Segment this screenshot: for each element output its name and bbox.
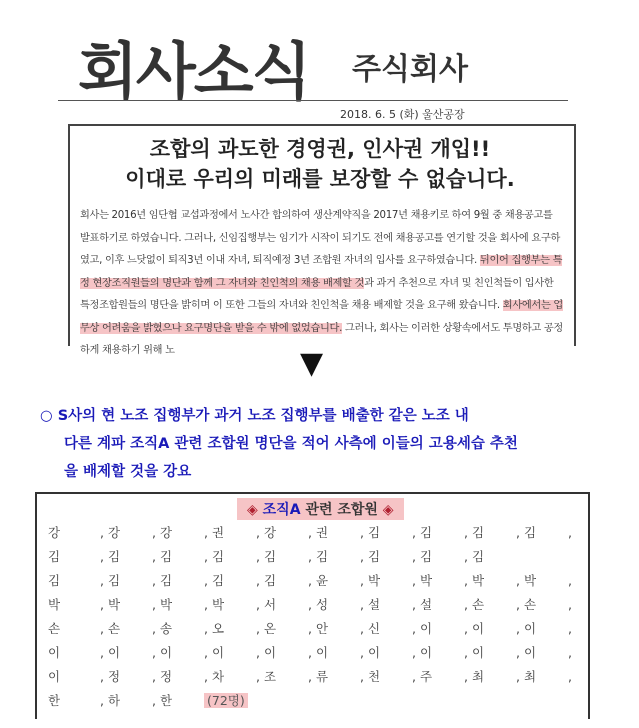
member-cell: , 김	[360, 525, 381, 540]
member-cell: , 박	[516, 573, 537, 588]
table-row	[48, 640, 588, 664]
member-cell: , 이	[412, 645, 433, 660]
table-row	[48, 520, 588, 544]
member-cell: , 박	[100, 597, 121, 612]
member-cell: ,	[568, 524, 572, 540]
body-text: 그러나, 회사는 이러한 상황속에서도 투명하고 공정하게 채용하기 위해 노	[80, 322, 563, 356]
member-cell: , 김	[464, 549, 485, 564]
title-rest: 관련 조합원	[305, 502, 378, 518]
member-cell: , 김	[412, 549, 433, 564]
member-cell	[256, 688, 308, 712]
member-cell: 강	[48, 525, 61, 540]
member-cell: , 한	[152, 693, 173, 708]
member-cell	[412, 688, 464, 712]
article-headline	[68, 134, 572, 194]
member-cell	[308, 688, 360, 712]
member-cell: , 이	[360, 645, 381, 660]
summary-text	[40, 402, 620, 486]
body-text: 회사는 2016년 임단협 교섭과정에서 노사간 합의하여 생산계약직을 2017년 채용키로 하여 9월 중 채용공고를 발표하기로 하였습니다. 그러나, 신임집행부는 임기가 시작이 되기도 전에 채용공고를 연기할 것을 회사에 요구하였고, 이후 느닷없이 퇴직3년 이내 자녀, 퇴직예정 3년 조합원 자녀의 입사를 요구하였습니다.	[80, 210, 561, 266]
company-name: 주식회사	[352, 52, 468, 87]
member-cell	[516, 544, 568, 568]
member-cell: , 김	[412, 525, 433, 540]
member-cell: 박	[48, 597, 61, 612]
org-name: 조직A	[262, 502, 301, 518]
member-cell: , 이	[100, 645, 121, 660]
member-cell: , 김	[256, 549, 277, 564]
table-row	[48, 544, 588, 568]
member-cell: 김	[48, 573, 61, 588]
summary-line: 다른 계파 조직A 관련 조합원 명단을 적어 사측에 이들의 고용세습 추천	[64, 436, 518, 452]
member-cell	[516, 688, 568, 712]
member-cell: , 주	[412, 669, 433, 684]
member-cell: 이	[48, 669, 61, 684]
member-cell: , 설	[360, 597, 381, 612]
member-cell: , 손	[100, 621, 121, 636]
highlighted-text: 뒤이어 집행부는 특정 현장조직원들의 명단과 함께 그 자녀와 친인척의 채용 배제할 것	[80, 255, 563, 289]
member-cell: , 이	[412, 621, 433, 636]
ornament-icon: ◈	[247, 502, 258, 518]
highlighted-text: 회사에서는 업무상 어려움을 밝혔으나 요구명단을 받을 수 밖에 없었습니다.	[80, 300, 563, 334]
member-cell: , 이	[516, 645, 537, 660]
article-body	[80, 205, 564, 363]
member-cell: , 오	[204, 621, 225, 636]
member-cell: 한	[48, 693, 61, 708]
member-cell: , 천	[360, 669, 381, 684]
body-text: 과 과거 추천으로 자녀 및 친인척들이 입사한 특정조합원들의 명단을 밝히며 이 또한 그들의 자녀와 친인척을 채용 배제할 것을 요구해 왔습니다.	[80, 277, 554, 311]
member-cell: , 권	[204, 525, 225, 540]
member-cell: , 박	[412, 573, 433, 588]
member-cell: , 이	[464, 645, 485, 660]
summary-line: 을 배제할 것을 강요	[64, 464, 192, 480]
member-cell: , 이	[256, 645, 277, 660]
issue-date: 2018. 6. 5 (화) 울산공장	[340, 108, 465, 121]
member-cell: , 김	[100, 549, 121, 564]
member-cell: , 이	[204, 645, 225, 660]
member-cell: , 박	[204, 597, 225, 612]
member-cell: , 손	[464, 597, 485, 612]
member-cell: , 김	[100, 573, 121, 588]
member-cell: , 박	[464, 573, 485, 588]
table-row	[48, 568, 588, 592]
member-cell: , 설	[412, 597, 433, 612]
summary-line	[40, 402, 620, 430]
newsletter-title: 회사소식	[78, 35, 310, 108]
member-cell: , 이	[464, 621, 485, 636]
member-cell	[464, 688, 516, 712]
member-cell: , 차	[204, 669, 225, 684]
member-cell: , 강	[100, 525, 121, 540]
member-cell: , 윤	[308, 573, 329, 588]
member-cell: , 김	[516, 525, 537, 540]
table-row	[48, 592, 588, 616]
member-table	[48, 520, 588, 712]
member-cell: , 이	[516, 621, 537, 636]
divider	[58, 100, 568, 101]
member-cell: , 손	[516, 597, 537, 612]
member-cell: , 김	[152, 549, 173, 564]
member-list-title	[237, 498, 404, 520]
member-cell: , 최	[464, 669, 485, 684]
member-cell: , 온	[256, 621, 277, 636]
member-cell: , 김	[204, 573, 225, 588]
member-cell: , 이	[152, 645, 173, 660]
member-cell: , 김	[256, 573, 277, 588]
member-cell: ,	[568, 668, 572, 684]
member-cell	[568, 688, 588, 712]
member-cell: , 권	[308, 525, 329, 540]
headline-line: 조합의 과도한 경영권, 인사권 개입!!	[149, 137, 491, 161]
member-cell: , 정	[100, 669, 121, 684]
member-count: (72명)	[204, 693, 248, 708]
member-cell: , 김	[464, 525, 485, 540]
headline-line: 이대로 우리의 미래를 보장할 수 없습니다.	[125, 167, 515, 191]
ornament-icon: ◈	[382, 502, 394, 518]
table-row	[48, 688, 588, 712]
member-cell: , 김	[204, 549, 225, 564]
member-cell: , 안	[308, 621, 329, 636]
member-cell	[204, 688, 256, 712]
member-cell: ,	[568, 596, 572, 612]
member-cell: , 정	[152, 669, 173, 684]
member-cell: , 김	[152, 573, 173, 588]
member-cell: , 하	[100, 693, 121, 708]
member-cell: , 성	[308, 597, 329, 612]
member-cell: , 강	[152, 525, 173, 540]
member-cell: , 강	[256, 525, 277, 540]
bullet-icon: ○	[40, 408, 53, 424]
member-cell: , 박	[360, 573, 381, 588]
table-row	[48, 664, 588, 688]
member-cell: 손	[48, 621, 61, 636]
member-cell: , 송	[152, 621, 173, 636]
member-cell: , 서	[256, 597, 277, 612]
member-cell: , 신	[360, 621, 381, 636]
member-cell: , 김	[308, 549, 329, 564]
member-cell: ,	[568, 644, 572, 660]
table-row	[48, 616, 588, 640]
member-cell	[568, 544, 588, 568]
member-cell: 김	[48, 549, 61, 564]
member-cell: , 류	[308, 669, 329, 684]
member-cell: , 김	[360, 549, 381, 564]
member-cell: ,	[568, 572, 572, 588]
member-cell: ,	[568, 620, 572, 636]
summary-line-text: S사의 현 노조 집행부가 과거 노조 집행부를 배출한 같은 노조 내	[57, 408, 469, 424]
member-cell: , 조	[256, 669, 277, 684]
member-cell: , 박	[152, 597, 173, 612]
member-cell: , 이	[308, 645, 329, 660]
member-cell: , 최	[516, 669, 537, 684]
member-cell	[360, 688, 412, 712]
down-arrow-icon: ▼	[300, 346, 324, 381]
member-cell: 이	[48, 645, 61, 660]
